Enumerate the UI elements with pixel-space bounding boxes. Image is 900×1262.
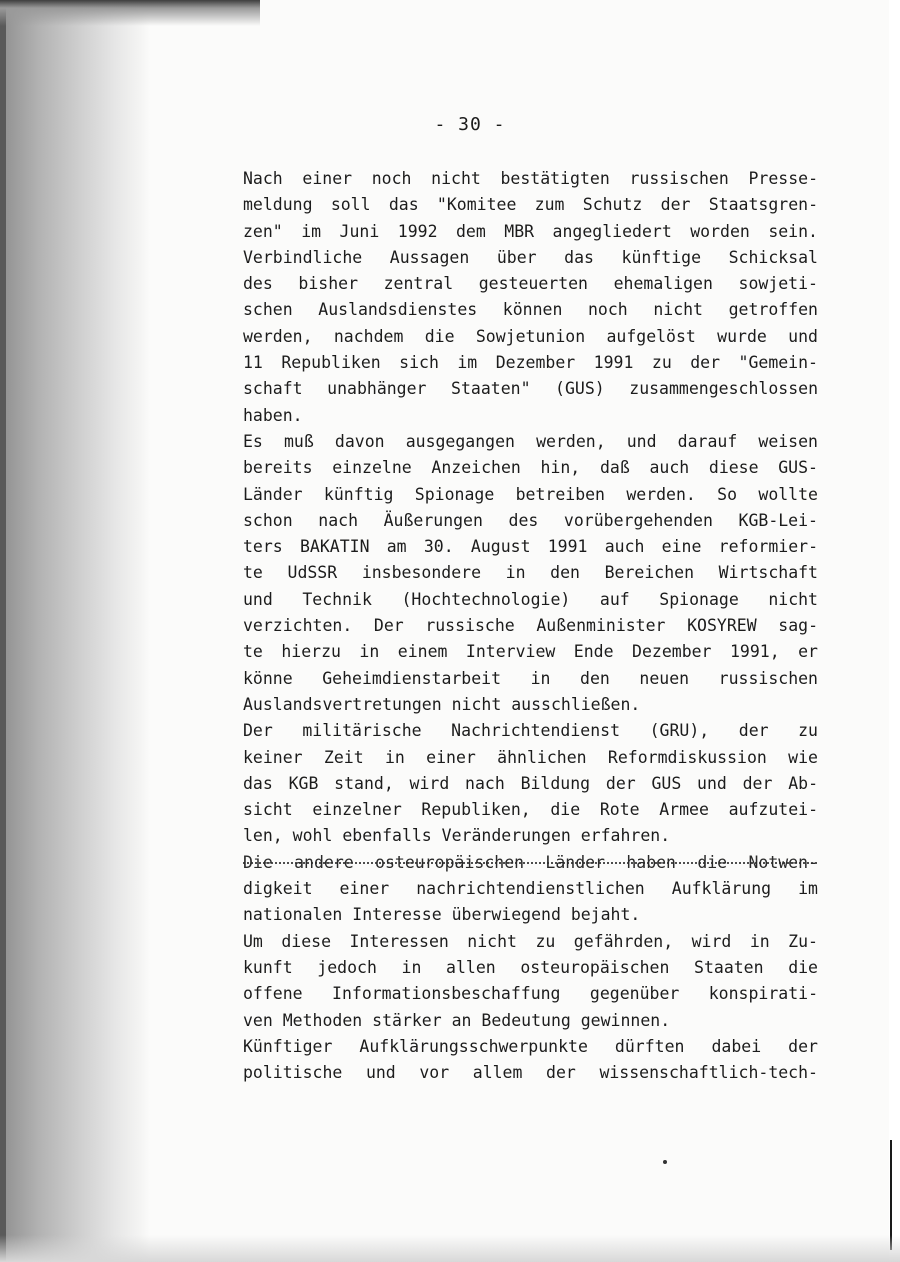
paragraph-priorities xyxy=(243,1034,818,1087)
bottom-shadow xyxy=(0,1235,900,1262)
text-line: werden, nachdem die Sowjetunion aufgelöst wurde und xyxy=(243,326,818,346)
body-text xyxy=(243,166,818,1086)
page-number: - 30 - xyxy=(434,114,506,135)
text-line: Es muß davon ausgegangen werden, und darauf weisen xyxy=(243,431,818,451)
text-line: verzichten. Der russische Außenminister KOSYREW sag- xyxy=(243,616,818,636)
text-line: Nach einer noch nicht bestätigten russischen Presse- xyxy=(243,169,818,188)
text-line: Die andere osteuropäischen Länder haben die Notwen- xyxy=(243,852,818,872)
text-line: Länder künftig Spionage betreiben werden. So wollte xyxy=(243,484,818,504)
text-line: Der militärische Nachrichtendienst (GRU), der zu xyxy=(243,721,818,741)
text-line: len, wohl ebenfalls Veränderungen erfahren. xyxy=(243,826,671,846)
text-line: und Technik (Hochtechnologie) auf Spionage nicht xyxy=(243,589,818,609)
text-line: schaft unabhänger Staaten" (GUS) zusammengeschlossen xyxy=(243,379,818,399)
text-line: keiner Zeit in einer ähnlichen Reformdiskussion wie xyxy=(243,747,818,767)
scan-left-edge xyxy=(0,0,6,1262)
text-line: zen" im Juni 1992 dem MBR angegliedert worden sein. xyxy=(243,221,818,241)
page-edge-mark xyxy=(890,1140,892,1250)
paragraph-eastern-europe xyxy=(243,850,818,929)
text-line: ven Methoden stärker an Bedeutung gewinnen. xyxy=(243,1010,671,1030)
paragraph-open-information xyxy=(243,929,818,1034)
text-line: Verbindliche Aussagen über das künftige Schicksal xyxy=(243,247,818,267)
text-line: schen Auslandsdienstes können noch nicht getroffen xyxy=(243,300,818,320)
text-line: das KGB stand, wird nach Bildung der GUS und der Ab- xyxy=(243,773,818,793)
paragraph-gus-espionage xyxy=(243,429,818,718)
text-line: Um diese Interessen nicht zu gefährden, wird in Zu- xyxy=(243,931,818,951)
text-line: haben. xyxy=(243,405,303,425)
text-line: politische und vor allem der wissenschaftlich-tech- xyxy=(243,1063,818,1083)
binding-shadow xyxy=(0,0,150,1262)
text-line: bereits einzelne Anzeichen hin, daß auch diese GUS- xyxy=(243,458,818,478)
text-line: schon nach Äußerungen des vorübergehenden KGB-Lei- xyxy=(243,510,818,530)
top-shadow xyxy=(0,0,260,26)
text-line: sicht einzelner Republiken, die Rote Armee aufzutei- xyxy=(243,800,818,820)
text-line: te hierzu in einem Interview Ende Dezember 1991, er xyxy=(243,642,818,662)
paragraph-gru xyxy=(243,718,818,849)
page-right-margin xyxy=(889,0,900,1262)
text-line: ters BAKATIN am 30. August 1991 auch eine reformier- xyxy=(243,537,818,557)
text-line: kunft jedoch in allen osteuropäischen Staaten die xyxy=(243,957,818,977)
text-line: meldung soll das "Komitee zum Schutz der Staatsgren- xyxy=(243,195,818,215)
text-line: könne Geheimdienstarbeit in den neuen russischen xyxy=(243,668,818,688)
text-line: 11 Republiken sich im Dezember 1991 zu der "Gemein- xyxy=(243,353,818,373)
paragraph-mbr-border-committee xyxy=(243,166,818,429)
text-line: Auslandsvertretungen nicht ausschließen. xyxy=(243,694,641,714)
text-line: digkeit einer nachrichtendienstlichen Aufklärung im xyxy=(243,879,818,899)
text-line: des bisher zentral gesteuerten ehemaligen sowjeti- xyxy=(243,274,818,294)
scan-speck xyxy=(663,1160,667,1164)
text-line: offene Informationsbeschaffung gegenüber konspirati- xyxy=(243,984,818,1004)
text-line: Künftiger Aufklärungsschwerpunkte dürften dabei der xyxy=(243,1036,818,1056)
text-line: te UdSSR insbesondere in den Bereichen Wirtschaft xyxy=(243,563,818,583)
text-line: nationalen Interesse überwiegend bejaht. xyxy=(243,905,641,925)
